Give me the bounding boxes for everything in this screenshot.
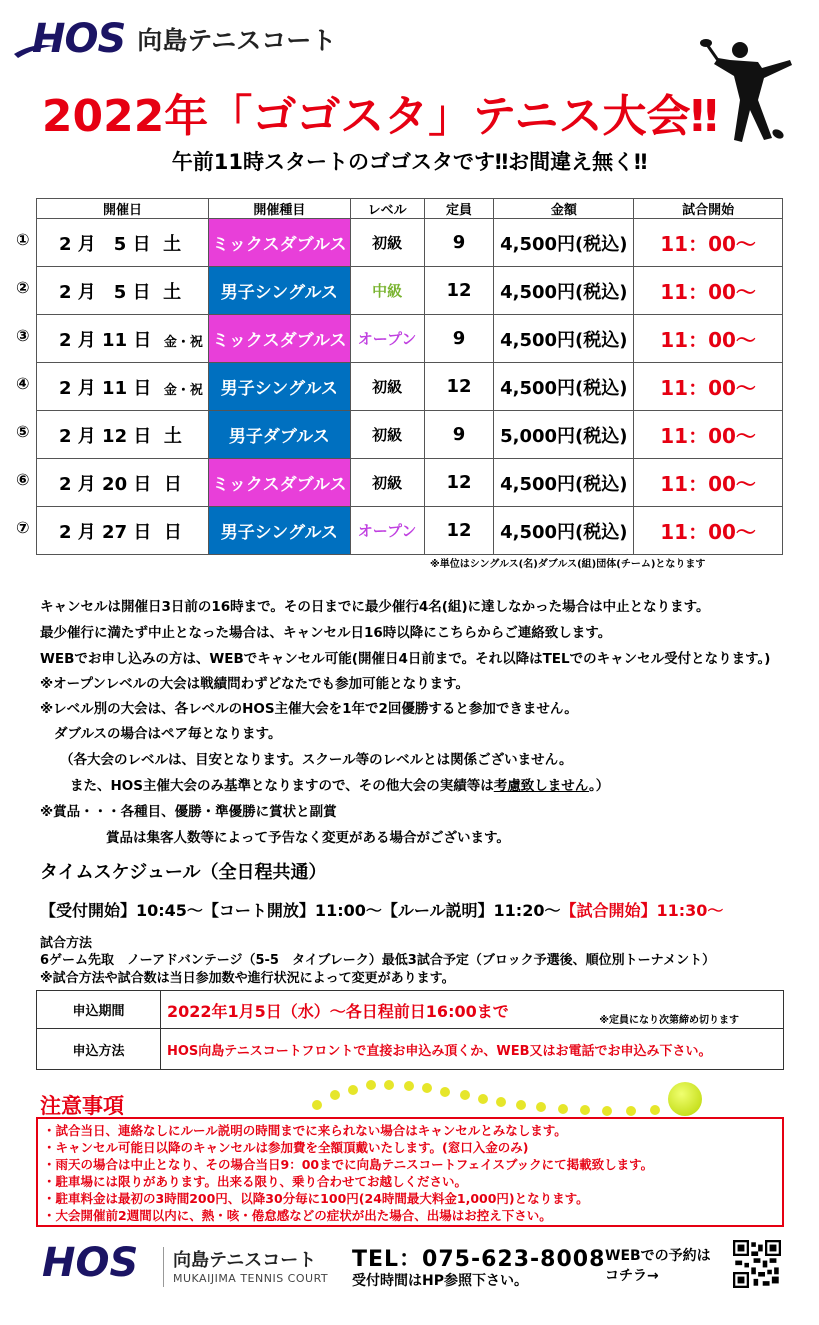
ball-dot <box>602 1106 612 1116</box>
cell-day: 日 <box>163 473 182 495</box>
cell-level: オープン <box>350 315 424 363</box>
cell-price: 5,000円(税込) <box>494 411 634 459</box>
logo-swoosh-icon <box>14 40 54 58</box>
header-level: レベル <box>350 199 424 219</box>
cell-day: 金・祝 <box>163 382 203 398</box>
note-criteria: また、HOS主催大会のみ基準となりますので、その他大会の実績等は考慮致しません。） <box>70 778 610 794</box>
page-title: 2022年「ゴゴスタ」テニス大会‼ <box>41 91 719 142</box>
ball-dot <box>558 1104 568 1114</box>
note-doubles: ダブルスの場合はペア毎となります。 <box>54 726 282 742</box>
note-open-level: ※オープンレベルの大会は戦績問わずどなたでも参加可能となります。 <box>40 676 469 692</box>
cell-start: 11：00～ <box>634 459 783 507</box>
note-level-limit: ※レベル別の大会は、各レベルのHOS主催大会を1年で2回優勝すると参加できません。 <box>40 701 578 717</box>
table-row <box>37 459 783 507</box>
cell-start: 11：00～ <box>634 267 783 315</box>
cell-level: 初級 <box>350 363 424 411</box>
header-date: 開催日 <box>37 199 209 219</box>
cell-level: 初級 <box>350 219 424 267</box>
cell-level: 初級 <box>350 459 424 507</box>
caution-item: ・駐車料金は最初の3時間200円、以降30分毎に100円(24時間最大料金1,000円)となります。 <box>43 1191 589 1206</box>
note-web-cancel: WEBでお申し込みの方は、WEBでキャンセル可能(開催日4日前まで。それ以降はTELでのキャンセル受付となります。) <box>40 651 771 667</box>
ball-dot <box>366 1080 376 1090</box>
cell-date: 2 月 5 日 土 <box>37 267 209 315</box>
cell-day: 土 <box>163 281 182 303</box>
header-capacity: 定員 <box>424 199 494 219</box>
ball-dot <box>312 1100 322 1110</box>
cell-event: 男子シングルス <box>208 507 350 555</box>
footer-divider <box>163 1247 164 1287</box>
logo-court-name: 向島テニスコート <box>137 26 337 55</box>
table-row <box>37 219 783 267</box>
tennis-ball-icon <box>668 1082 702 1116</box>
ball-dot <box>330 1090 340 1100</box>
footer-phone[interactable]: TEL：075-623-8008 <box>352 1247 606 1272</box>
tennis-player-icon <box>700 38 800 148</box>
cell-price: 4,500円(税込) <box>494 267 634 315</box>
cell-event: ミックスダブルス <box>208 459 350 507</box>
footer-court-name: 向島テニスコート <box>173 1250 317 1271</box>
cell-start: 11：00～ <box>634 411 783 459</box>
cell-capacity: 12 <box>424 459 494 507</box>
cell-start: 11：00～ <box>634 219 783 267</box>
note-minimum: 最少催行に満たず中止となった場合は、キャンセル日16時以降にこちらからご連絡致します。 <box>40 625 612 641</box>
unit-note: ※単位はシングルス(名)ダブルス(組)団体(チーム)となります <box>430 559 706 570</box>
cell-event: 男子シングルス <box>208 363 350 411</box>
cell-capacity: 12 <box>424 507 494 555</box>
table-row <box>37 411 783 459</box>
caution-item: ・駐車場には限りがあります。出来る限り、乗り合わせてお越しください。 <box>43 1174 468 1189</box>
ball-dot <box>440 1087 450 1097</box>
apply-period-value: 2022年1月5日（水）～各日程前日16:00まで ※定員になり次第締め切ります <box>167 1002 739 1026</box>
cell-event: ミックスダブルス <box>208 219 350 267</box>
row-number: ① <box>16 230 30 249</box>
header-start: 試合開始 <box>634 199 783 219</box>
cell-event: 男子ダブルス <box>208 411 350 459</box>
note-level-guide: （各大会のレベルは、目安となります。スクール等のレベルとは関係ございません。 <box>60 752 573 768</box>
header-logo <box>14 18 344 60</box>
method-title: 試合方法 <box>40 936 93 951</box>
cell-date: 2 月 12 日 土 <box>37 411 209 459</box>
footer-court-name-en: MUKAIJIMA TENNIS COURT <box>173 1272 329 1285</box>
cell-price: 4,500円(税込) <box>494 507 634 555</box>
cell-day: 土 <box>163 233 182 255</box>
cell-event: 男子シングルス <box>208 267 350 315</box>
note-prize: ※賞品・・・各種目、優勝・準優勝に賞状と副賞 <box>40 804 337 820</box>
table-row <box>37 363 783 411</box>
cell-capacity: 9 <box>424 315 494 363</box>
method-line1: 6ゲーム先取 ノーアドバンテージ（5-5 タイブレーク）最低3試合予定（ブロック予選後、順位別トーナメント） <box>40 953 716 968</box>
apply-period-row <box>37 991 783 1029</box>
header-event: 開催種目 <box>208 199 350 219</box>
qr-code-icon[interactable] <box>733 1240 781 1288</box>
cell-price: 4,500円(税込) <box>494 315 634 363</box>
ball-dot <box>460 1090 470 1100</box>
caution-box <box>36 1117 784 1227</box>
note-cancel: キャンセルは開催日3日前の16時まで。その日までに最少催行4名(組)に達しなかった場合は中止となります。 <box>40 599 710 615</box>
cell-date: 2 月 11 日 金・祝 <box>37 315 209 363</box>
apply-box <box>36 990 784 1070</box>
cell-level: 中級 <box>350 267 424 315</box>
ball-dot <box>516 1100 526 1110</box>
timeschedule-title: タイムスケジュール（全日程共通） <box>40 862 327 883</box>
apply-period-label: 申込期間 <box>37 991 161 1028</box>
ball-dot <box>348 1085 358 1095</box>
header-price: 金額 <box>494 199 634 219</box>
ball-dot <box>536 1102 546 1112</box>
ball-dot <box>478 1094 488 1104</box>
logo-text: HOS <box>32 16 126 62</box>
method-line2: ※試合方法や試合数は当日参加数や進行状況によって変更があります。 <box>40 971 455 986</box>
cell-start: 11：00～ <box>634 507 783 555</box>
apply-method-row <box>37 1029 783 1069</box>
apply-method-label: 申込方法 <box>37 1029 161 1069</box>
cell-capacity: 9 <box>424 219 494 267</box>
row-number: ③ <box>16 326 30 345</box>
cell-day: 日 <box>163 521 182 543</box>
cell-price: 4,500円(税込) <box>494 219 634 267</box>
cell-date: 2 月 20 日 日 <box>37 459 209 507</box>
timeschedule-line: 【受付開始】10:45～【コート開放】11:00～【ルール説明】11:20～【試合開始】11:30～ <box>40 901 724 920</box>
caution-item: ・試合当日、連絡なしにルール説明の時間までに来られない場合はキャンセルとみなします。 <box>43 1123 567 1138</box>
ball-dot <box>650 1105 660 1115</box>
ball-dot <box>580 1105 590 1115</box>
cell-price: 4,500円(税込) <box>494 459 634 507</box>
row-number: ④ <box>16 374 30 393</box>
table-row <box>37 315 783 363</box>
row-number: ⑥ <box>16 470 30 489</box>
apply-method-value: HOS向島テニスコートフロントで直接お申込み頂くか、WEB又はお電話でお申込み下さい。 <box>167 1043 712 1059</box>
ball-dot <box>384 1080 394 1090</box>
table-row <box>37 507 783 555</box>
row-number: ⑦ <box>16 518 30 537</box>
cell-level: 初級 <box>350 411 424 459</box>
subtitle: 午前11時スタートのゴゴスタです‼お間違え無く‼ <box>171 150 648 174</box>
row-number: ② <box>16 278 30 297</box>
note-prize-change: 賞品は集客人数等によって予告なく変更がある場合がございます。 <box>106 830 510 846</box>
caution-item: ・雨天の場合は中止となり、その場合当日9：00までに向島テニスコートフェイスブックにて掲載致します。 <box>43 1157 654 1172</box>
cell-capacity: 12 <box>424 267 494 315</box>
cell-capacity: 9 <box>424 411 494 459</box>
footer-logo: HOS <box>42 1240 139 1286</box>
cell-start: 11：00～ <box>634 315 783 363</box>
caution-title: 注意事項 <box>40 1094 124 1118</box>
schedule-table <box>36 198 783 555</box>
cell-date: 2 月 27 日 日 <box>37 507 209 555</box>
cell-level: オープン <box>350 507 424 555</box>
ball-dot <box>626 1106 636 1116</box>
cell-start: 11：00～ <box>634 363 783 411</box>
ball-dot <box>404 1081 414 1091</box>
footer-web-link[interactable]: WEBでの予約は コチラ→ <box>605 1248 711 1284</box>
ball-dot <box>496 1097 506 1107</box>
footer-hours: 受付時間はHP参照下さい。 <box>352 1273 528 1289</box>
row-number: ⑤ <box>16 422 30 441</box>
table-row <box>37 267 783 315</box>
caution-item: ・キャンセル可能日以降のキャンセルは参加費を全額頂戴いたします。(窓口入金のみ) <box>43 1140 529 1155</box>
ball-dot <box>422 1083 432 1093</box>
cell-day: 土 <box>163 425 182 447</box>
cell-capacity: 12 <box>424 363 494 411</box>
cell-price: 4,500円(税込) <box>494 363 634 411</box>
cell-date: 2 月 11 日 金・祝 <box>37 363 209 411</box>
cell-day: 金・祝 <box>163 334 203 350</box>
cell-date: 2 月 5 日 土 <box>37 219 209 267</box>
table-header-row <box>37 199 783 219</box>
cell-event: ミックスダブルス <box>208 315 350 363</box>
caution-item: ・大会開催前2週間以内に、熱・咳・倦怠感などの症状が出た場合、出場はお控え下さい。 <box>43 1208 552 1223</box>
apply-period-note: ※定員になり次第締め切ります <box>599 1015 739 1026</box>
